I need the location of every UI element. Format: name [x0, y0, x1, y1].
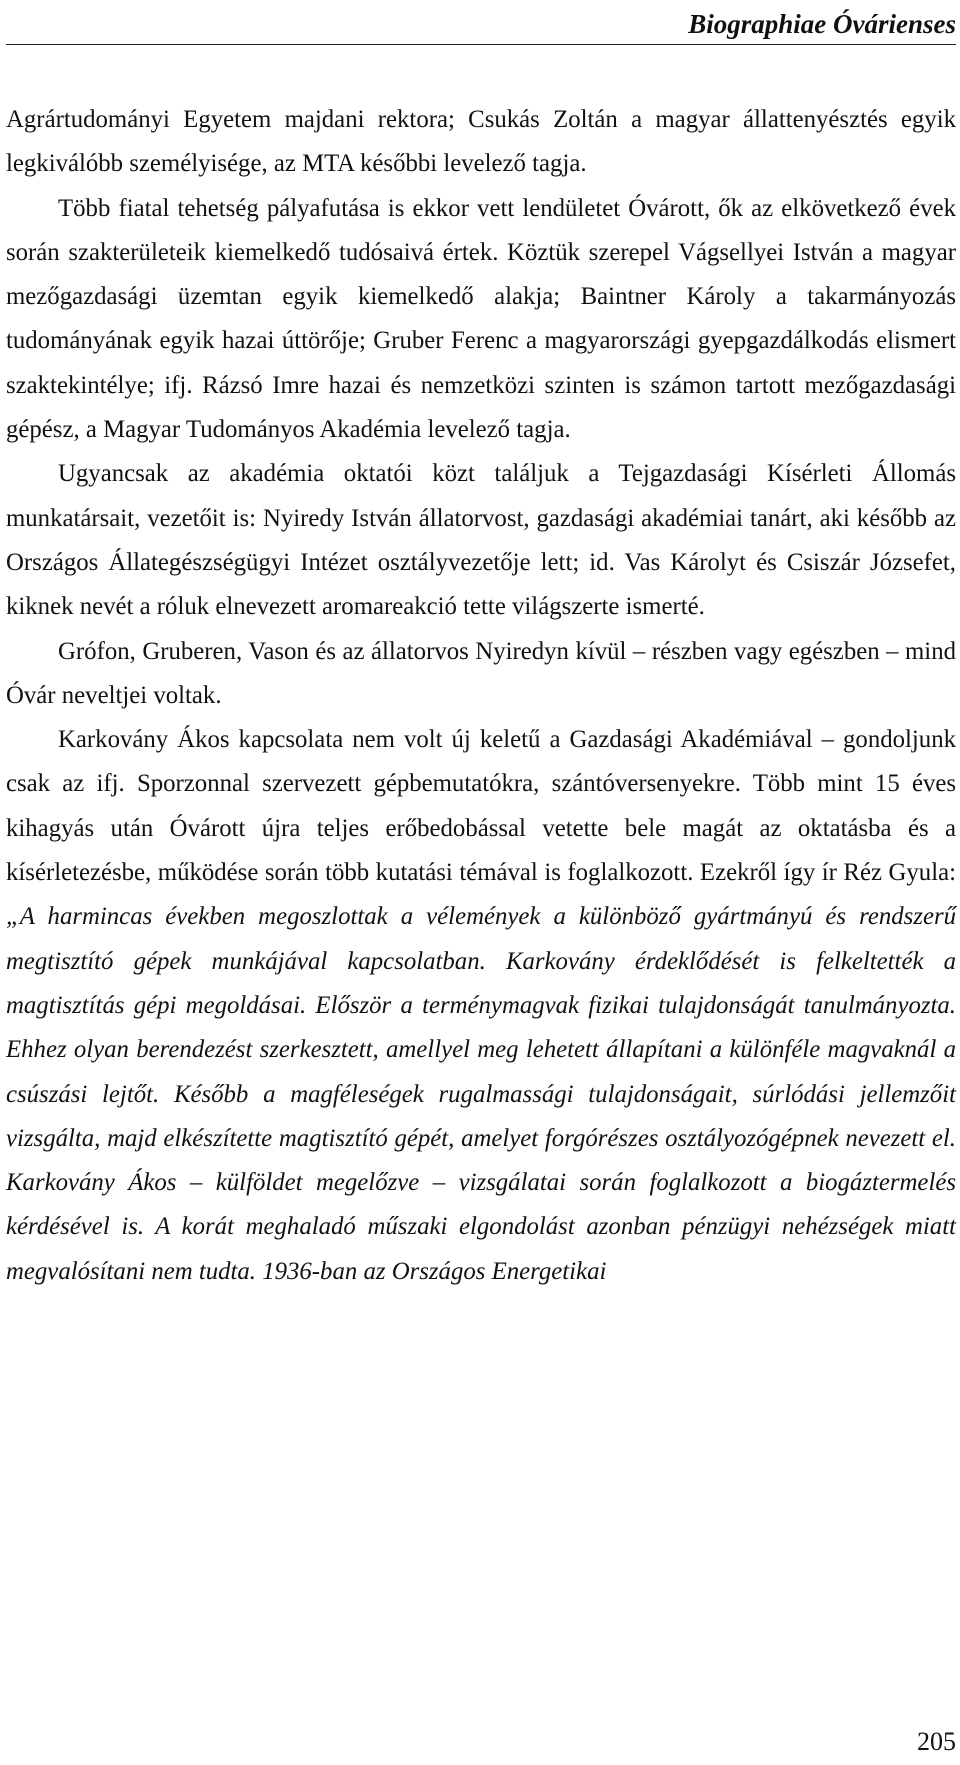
body-text: [6, 98, 956, 1294]
header-rule: [6, 44, 956, 45]
paragraph-4: Grófon, Gruberen, Vason és az állatorvos Nyiredyn kívül – részben vagy egészben – mind Óvár neveltjei voltak.: [6, 637, 956, 709]
paragraph-5-text: Karkovány Ákos kapcsolata nem volt új keletű a Gazdasági Akadémiával – gondoljunk csak az ifj. Sporzonnal szervezett gépbemutatókra, szántóversenyekre. Több mint 15 éves kihagyás után Óvárott újra teljes erőbedobással vetette bele magát az oktatásba és a kísérletezésbe, működése során több kutatási témával is foglalkozott. Ezekről így ír Réz Gyula:: [6, 726, 956, 887]
quotation: „A harmincas években megoszlottak a vélemények a különböző gyártmányú és rendszerű megtisztító gépek munkájával kapcsolatban. Karkovány érdeklődését is felkeltették a magtisztítás gépi megoldásai. Először a terménymagvak fizikai tulajdonságát tanulmányozta. Ehhez olyan berendezést szerkesztett, amellyel meg lehetett állapítani a különféle magvaknál a csúszási lejtőt. Később a magféleségek rugalmassági tulajdonságait, súrlódási jellemzőit vizsgálta, majd elkészítette magtisztító gépét, amelyet forgórészes osztályozógépnek nevezett el. Karkovány Ákos – külföldet megelőzve – vizsgálatai során foglalkozott a biogáztermelés kérdésével is. A korát meghaladó műszaki elgondolást azonban pénzügyi nehézségek miatt megvalósítani nem tudta. 1936-ban az Országos Energetikai: [6, 903, 956, 1285]
running-header: Biographiae Óvárienses: [688, 9, 956, 39]
page-number: 205: [917, 1727, 956, 1756]
paragraph-5: [6, 718, 956, 1294]
paragraph-3: Ugyancsak az akadémia oktatói közt találjuk a Tejgazdasági Kísérleti Állomás munkatársait, vezetőit is: Nyiredy István állatorvost, gazdasági akadémiai tanárt, aki később az Országos Állategészségügyi Intézet osztályvezetője lett; id. Vas Károlyt és Csiszár Józsefet, kiknek nevét a róluk elnevezett aromareakció tette világszerte ismerté.: [6, 460, 956, 621]
paragraph-1: Agrártudományi Egyetem majdani rektora; Csukás Zoltán a magyar állattenyésztés egyik legkiválóbb személyisége, az MTA későbbi levelező tagja.: [6, 106, 956, 178]
paragraph-2: Több fiatal tehetség pályafutása is ekkor vett lendületet Óvárott, ők az elkövetkező évek során szakterületeik kiemelkedő tudósaivá értek. Köztük szerepel Vágsellyei István a magyar mezőgazdasági üzemtan egyik kiemelkedő alakja; Baintner Károly a takarmányozás tudományának egyik hazai úttörője; Gruber Ferenc a magyarországi gyepgazdálkodás elismert szaktekintélye; ifj. Rázsó Imre hazai és nemzetközi szinten is számon tartott mezőgazdasági gépész, a Magyar Tudományos Akadémia levelező tagja.: [6, 194, 956, 444]
